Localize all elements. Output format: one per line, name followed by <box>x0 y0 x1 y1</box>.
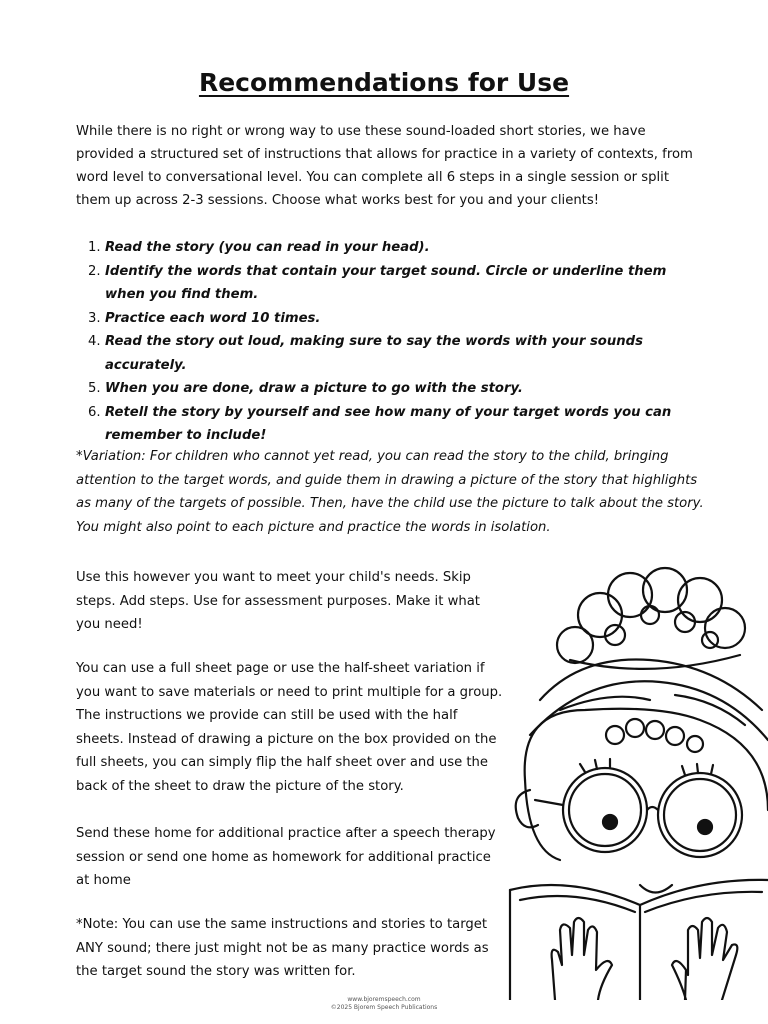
step-number: 5. <box>88 381 101 396</box>
step-number: 3. <box>88 310 101 326</box>
intro-paragraph: While there is no right or wrong way to use these sound-loaded short stories, we have provided a structured set of instructions that allows for practice in a variety of contexts, from word level to conversational level. You can complete all 6 steps in a single session or split them up across 2-3 sessions. Choose what works best for you and your clients! <box>76 124 693 208</box>
step-text: When you are done, draw a picture to go with the story. <box>105 381 523 396</box>
step-number: 6. <box>88 404 101 420</box>
hair-bun <box>557 568 745 669</box>
hair-fringe <box>606 719 703 752</box>
step-text: Read the story (you can read in your head). <box>105 240 430 255</box>
footer-copyright: ©2025 Bjorem Speech Publications <box>330 1004 438 1011</box>
step-number: 1. <box>88 240 101 255</box>
glasses <box>535 768 742 857</box>
list-item <box>88 401 705 448</box>
girl-reading-book-illustration <box>500 560 768 1000</box>
note-paragraph: *Note: You can use the same instructions and stories to target ANY sound; there just might not be as many practice words as the target sound the story was written for. <box>76 917 489 979</box>
usage-paragraph: Use this however you want to meet your child's needs. Skip steps. Add steps. Use for assessment purposes. Make it what you need! <box>76 570 480 632</box>
steps-list <box>88 236 705 448</box>
footer <box>0 996 768 1012</box>
list-item <box>88 260 705 307</box>
footer-website: www.bjoremspeech.com <box>347 996 421 1003</box>
half-sheet-paragraph: You can use a full sheet page or use the half-sheet variation if you want to save materials or need to print multiple for a group. The instructions we provide can still be used with the half sheets. Instead of drawing a picture on the box provided on the full sheets, you can simply flip the half sheet over and use the back of the sheet to draw the picture of the story. <box>76 661 503 794</box>
step-number: 4. <box>88 334 101 349</box>
step-text: Identify the words that contain your target sound. Circle or underline them when you find them. <box>105 263 667 302</box>
step-text: Read the story out loud, making sure to say the words with your sounds accurately. <box>105 334 643 373</box>
step-number: 2. <box>88 263 101 279</box>
page-title: Recommendations for Use <box>198 68 570 97</box>
step-text: Retell the story by yourself and see how many of your target words you can remember to include! <box>105 404 672 443</box>
hands <box>552 918 738 1000</box>
list-item <box>88 307 705 331</box>
list-item <box>88 330 705 377</box>
book <box>510 880 768 1000</box>
send-home-paragraph: Send these home for additional practice after a speech therapy session or send one home as homework for additional practice at home <box>76 826 496 888</box>
list-item <box>88 236 705 260</box>
step-text: Practice each word 10 times. <box>105 310 321 326</box>
list-item <box>88 377 705 401</box>
variation-note: *Variation: For children who cannot yet read, you can read the story to the child, bringing attention to the target words, and guide them in drawing a picture of the story that highlights as many of the targets of possible. Then, have the child use the picture to talk about the story. You might also point to each picture and practice the words in isolation. <box>76 449 704 535</box>
